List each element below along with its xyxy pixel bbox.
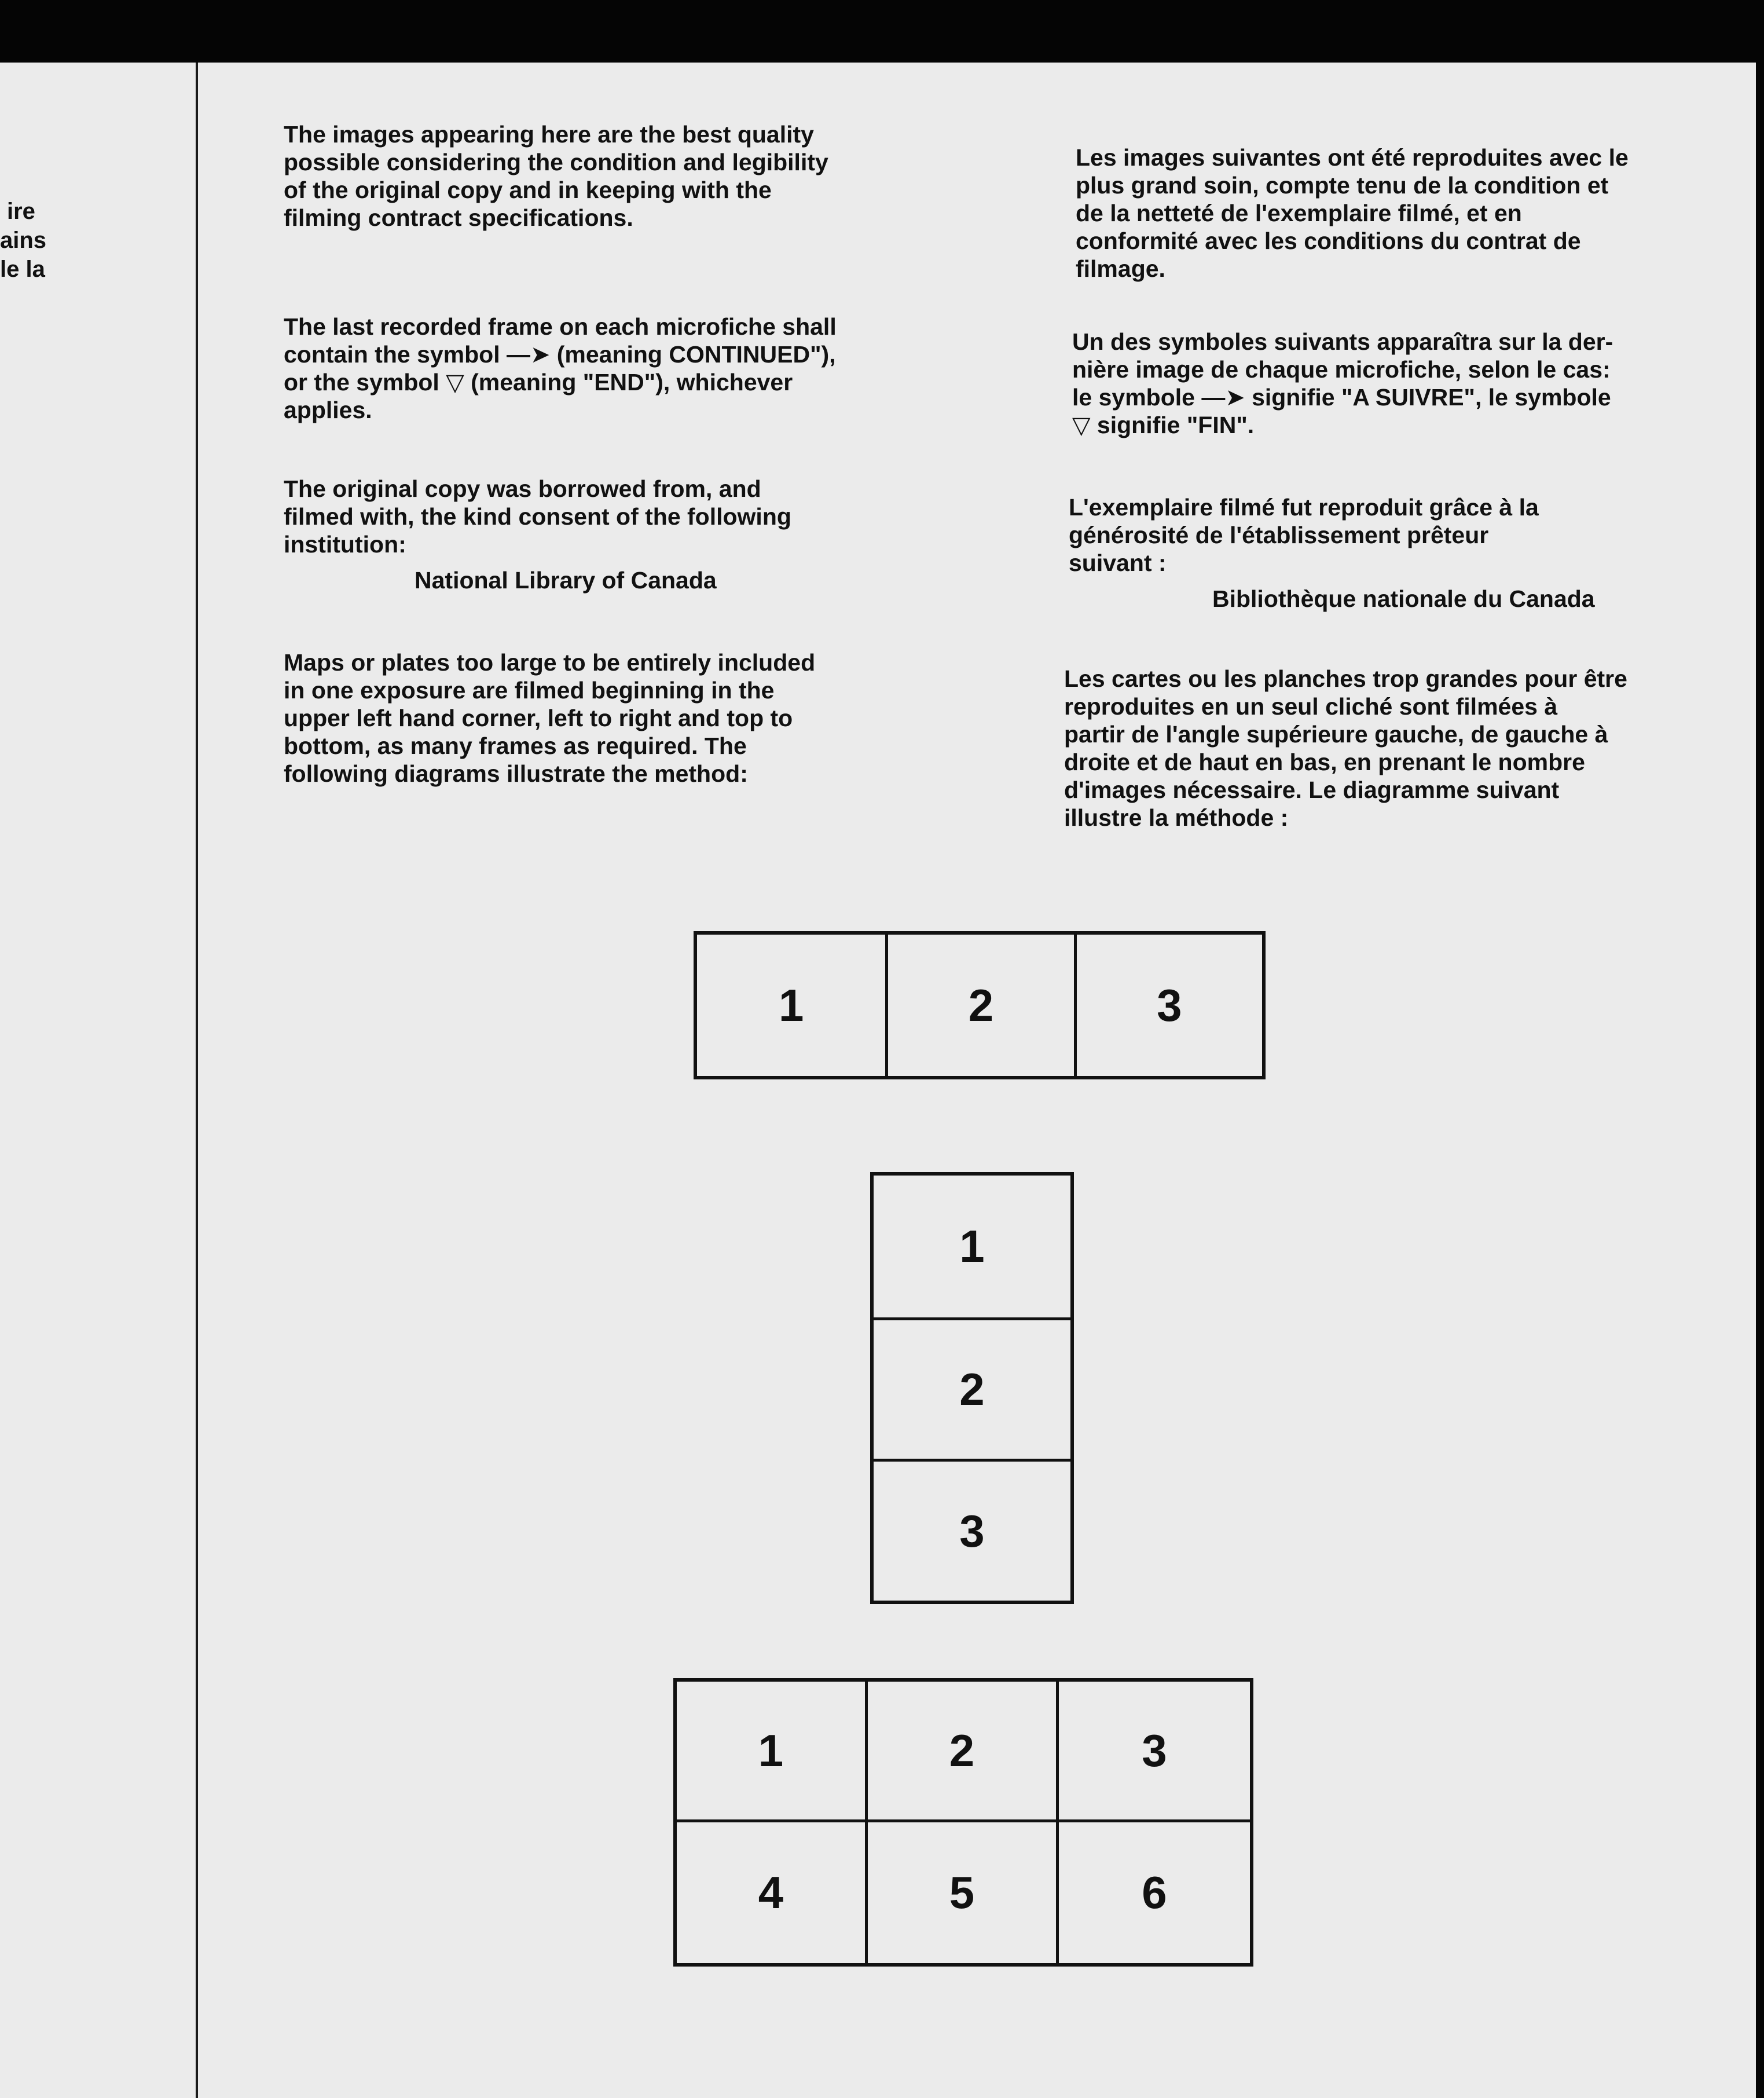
frame-cell: 4 <box>677 1822 868 1963</box>
frame-cell: 3 <box>1074 935 1262 1076</box>
page-margin-line <box>196 63 198 2098</box>
diagram-horizontal-three-frames <box>694 931 1266 1079</box>
frame-cell: 2 <box>874 1317 1070 1459</box>
clipped-line: le la <box>0 257 45 282</box>
frame-cell: 1 <box>677 1682 868 1822</box>
english-symbol-paragraph: The last recorded frame on each microfiche shall contain the symbol —➤ (meaning CONTINUED"), or the symbol ▽ (meaning "END"), whichever applies. <box>284 313 837 423</box>
film-top-border <box>0 0 1764 63</box>
clipped-line: ire <box>7 199 35 224</box>
clipped-previous-page-text <box>0 197 197 284</box>
film-right-border <box>1756 0 1764 2098</box>
french-institution-paragraph: L'exemplaire filmé fut reproduit grâce à la générosité de l'établissement prêteur suivant : <box>1069 494 1539 576</box>
frame-cell: 3 <box>874 1459 1070 1601</box>
clipped-line: ains <box>0 228 47 253</box>
diagram-vertical-three-frames <box>870 1172 1074 1604</box>
english-quality-paragraph: The images appearing here are the best quality possible considering the condition and legibility of the original copy and in keeping with the filming contract specifications. <box>284 121 828 231</box>
diagram-six-frame-grid <box>673 1678 1253 1967</box>
french-institution-name: Bibliothèque nationale du Canada <box>1212 585 1595 612</box>
frame-cell: 2 <box>868 1682 1059 1822</box>
frame-cell: 1 <box>778 979 804 1031</box>
english-institution-paragraph: The original copy was borrowed from, and filmed with, the kind consent of the following institution: <box>284 475 791 558</box>
english-institution-name: National Library of Canada <box>415 567 717 594</box>
french-quality-paragraph: Les images suivantes ont été reproduites avec le plus grand soin, compte tenu de la condition et de la netteté de l'exemplaire filmé, et en conformité avec les conditions du contrat de filmage. <box>1076 144 1629 282</box>
english-method-paragraph: Maps or plates too large to be entirely included in one exposure are filmed beginning in the upper left hand corner, left to right and top to bottom, as many frames as required. The following diagrams illustrate the method: <box>284 649 816 787</box>
french-method-paragraph: Les cartes ou les planches trop grandes pour être reproduites en un seul cliché sont filmées à partir de l'angle supérieure gauche, de gauche à droite et de haut en bas, en prenant le nombre d'images nécessaire. Le diagramme suivant illustre la méthode : <box>1064 665 1627 831</box>
frame-cell: 3 <box>1059 1682 1250 1822</box>
french-symbol-paragraph: Un des symboles suivants apparaîtra sur la der- nière image de chaque microfiche, selon le cas: le symbole —➤ signifie "A SUIVRE", le symbole ▽ signifie "FIN". <box>1072 328 1613 438</box>
frame-cell: 1 <box>959 1220 985 1272</box>
frame-cell: 6 <box>1142 1867 1167 1918</box>
frame-cell: 5 <box>868 1822 1059 1963</box>
frame-cell: 2 <box>885 935 1073 1076</box>
